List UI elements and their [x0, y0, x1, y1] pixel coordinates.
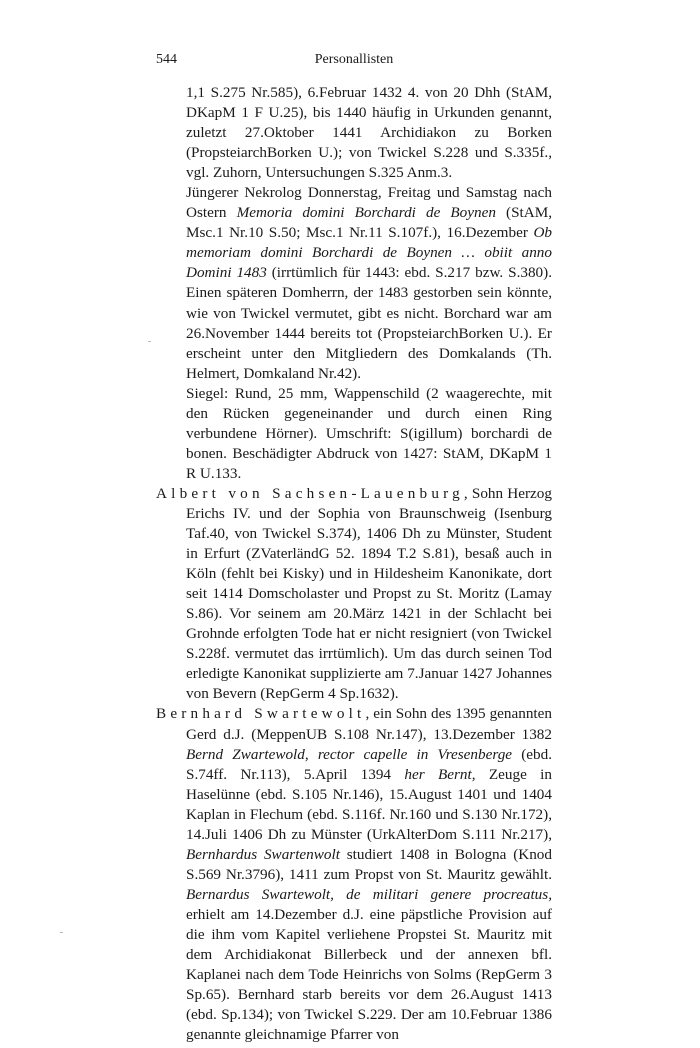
- text-run: (ebd. S.74ff. Nr.113), 5.April 1394: [186, 745, 552, 783]
- latin-quote: Bernd Zwartewold, rector capelle in Vresenberge: [186, 745, 513, 763]
- latin-quote: Bernardus Swartewolt, de militari genere procreatus,: [186, 885, 552, 903]
- continuation-paragraph: [156, 183, 552, 383]
- entry-name: Bernhard Swartewolt: [156, 705, 366, 723]
- page-body: [156, 83, 552, 1045]
- text-run: studiert 1408 in Bologna (Knod S.569 Nr.3796), 1411 zum Propst von St. Mauritz gewählt.: [186, 845, 552, 883]
- page-header: [156, 52, 552, 72]
- text-run: (irrtümlich für 1443: ebd. S.217 bzw. S.380). Einen späteren Domherrn, der 1483 gestorben sein könnte, wie von Twickel vermutet, gibt es nicht. Borchard war am 26.November 1444 bereits tot (PropsteiarchBorken U.). Er erscheint unter den Mitgliedern des Domkalands (Th. Helmert, Domkaland Nr.42).: [186, 264, 552, 382]
- latin-quote: Bernhardus Swartenwolt: [186, 845, 340, 863]
- page-number: 544: [156, 52, 177, 67]
- continuation-paragraph: [156, 83, 552, 183]
- text-run: erhielt am 14.Dezember d.J. eine päpstliche Provision auf die ihm vom Kapitel verliehene Propstei St. Mauritz mit dem Archidiakonat Billerbeck und der annexen bfl. Kaplanei nach dem Tode Heinrichs von Solms (RepGerm 3 Sp.65). Bernhard starb bereits vor dem 26.August 1413 (ebd. Sp.134); von Twickel S.229. Der am 10.Februar 1386 genannte gleichnamige Pfarrer von: [186, 905, 552, 1044]
- latin-quote: Ob memoriam domini Borchardi de Boynen … obiit anno Domini 1483: [186, 224, 552, 282]
- text-run: (StAM, Msc.1 Nr.10 S.50; Msc.1 Nr.11 S.107f.), 16.Dezember: [186, 204, 553, 242]
- latin-quote: her Bernt,: [404, 765, 476, 783]
- entry-paragraph: [156, 704, 552, 1045]
- text-run: , Sohn Herzog Erichs IV. und der Sophia von Braunschweig (Isenburg Taf.40, von Twickel S.374), 1406 Dh zu Münster, Student in Erfurt (ZVaterländG 52. 1894 T.2 S.81), besaß auch in Köln (fehlt bei Kisky) und in Hildesheim Kanonikate, dort seit 1414 Domscholaster und Propst zu St. Moritz (Lamay S.86). Vor seinem am 20.März 1421 in der Schlacht bei Grohnde erfolgten Tode hat er nicht resigniert (von Twickel S.228f. vermutet das irrtümlich). Um das durch seinen Tod erledigte Kanonikat supplizierte am 7.Januar 1427 Johannes von Bevern (RepGerm 4 Sp.1632).: [186, 484, 552, 703]
- text-run: Jüngerer Nekrolog Donnerstag, Freitag und Samstag nach Ostern: [186, 184, 552, 222]
- text-run: 1,1 S.275 Nr.585), 6.Februar 1432 4. von 20 Dhh (StAM, DKapM 1 F U.25), bis 1440 häufig in Urkunden genannt, zuletzt 27.Oktober 1441 Archidiakon zu Borken (PropsteiarchBorken U.); von Twickel S.228 und S.335f., vgl. Zuhorn, Untersuchungen S.325 Anm.3.: [186, 84, 552, 182]
- running-head: Personallisten: [314, 52, 394, 67]
- entry-name: Albert von Sachsen-Lauenburg: [156, 484, 464, 502]
- text-run: Zeuge in Haselünne (ebd. S.105 Nr.146), 15.August 1401 und 1404 Kaplan in Flechum (ebd. S.116f. Nr.160 und S.130 Nr.172), 14.Juli 1406 Dh zu Münster (UrkAlterDom S.111 Nr.217),: [186, 765, 552, 843]
- text-run: , ein Sohn des 1395 genannten Gerd d.J. (MeppenUB S.108 Nr.147), 13.Dezember 1382: [186, 705, 552, 743]
- margin-mark: [60, 932, 63, 933]
- margin-mark: [148, 341, 151, 342]
- continuation-paragraph: [156, 384, 552, 484]
- text-run: Siegel: Rund, 25 mm, Wappenschild (2 waagerechte, mit den Rücken gegeneinander und durch einen Ring verbundene Hörner). Umschrift: S(igillum) borchardi de bonen. Beschädigter Abdruck von 1427: StAM, DKapM 1 R U.133.: [186, 384, 552, 482]
- latin-quote: Memoria domini Borchardi de Boynen: [236, 204, 496, 222]
- entry-paragraph: [156, 484, 552, 705]
